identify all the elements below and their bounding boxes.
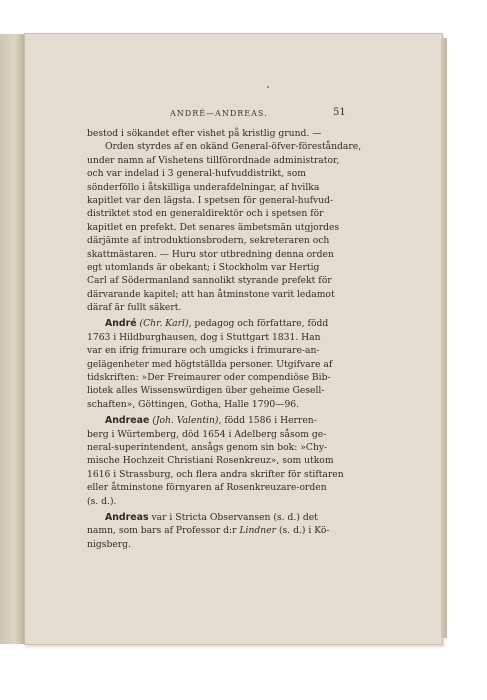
text-line: kapitlet en prefekt. Det senares ämbetsmän utgjordes bbox=[87, 221, 340, 233]
page-number: 51 bbox=[333, 107, 346, 118]
entry-first-text: född 1586 i Herren- bbox=[221, 415, 317, 427]
text-line: sönderföllo i åtskilliga underafdelningar, af hvilka bbox=[87, 181, 320, 193]
text-line: neral-superintendent, ansågs genom sin bok: »Chy- bbox=[87, 441, 328, 453]
text-line bbox=[87, 524, 347, 537]
entry-headword: Andreae bbox=[105, 415, 150, 427]
entry-first-line bbox=[87, 414, 347, 427]
text-line: 1616 i Strassburg, och flera andra skrifter för stiftaren bbox=[87, 468, 344, 480]
text-line: kapitlet var den lägsta. I spetsen för general-hufvud- bbox=[87, 194, 334, 206]
page-stack-edge bbox=[441, 38, 447, 638]
text-line: var en ifrig frimurare och umgicks i frimurare-an- bbox=[87, 345, 320, 357]
text-line: gelägenheter med högtställda personer. Utgifvare af bbox=[87, 358, 333, 370]
text-line: därjämte af introduktionsbrodern, sekreteraren och bbox=[87, 235, 330, 247]
entry-andreae bbox=[87, 414, 347, 508]
text-line: distriktet stod en generaldirektör och i spetsen för bbox=[87, 208, 324, 220]
entry-headword: André bbox=[105, 318, 137, 330]
text-line: skattmästaren. — Huru stor utbredning denna orden bbox=[87, 248, 334, 260]
running-head: ANDRÉ—ANDREAS. bbox=[170, 109, 268, 118]
text-line: däraf är fullt säkert. bbox=[87, 302, 182, 314]
text-line: egt utomlands är obekant; i Stockholm var Hertig bbox=[87, 261, 320, 273]
text-line: (s. d.). bbox=[87, 495, 117, 507]
entry-first-line bbox=[87, 511, 347, 524]
text-line: schaften», Göttingen, Gotha, Halle 1790—96. bbox=[87, 398, 300, 410]
entry-headword: Andreas bbox=[105, 511, 149, 523]
text-line: bestod i sökandet efter vishet på kristlig grund. — bbox=[87, 128, 322, 139]
text-line: under namn af Vishetens tillförordnade administrator, bbox=[87, 154, 340, 166]
previous-page-edge bbox=[0, 34, 25, 644]
text-line: 1763 i Hildburghausen, dog i Stuttgart 1831. Han bbox=[87, 331, 321, 343]
entry-first-text: var i Stricta Observansen (s. d.) det bbox=[148, 511, 318, 523]
entry-andre bbox=[87, 317, 347, 411]
entry-person-name: (Chr. Karl), bbox=[139, 318, 192, 330]
text-line: Carl af Södermanland sannolikt styrande prefekt för bbox=[87, 275, 332, 287]
continued-paragraph bbox=[87, 127, 362, 314]
text-span: namn, som bars af Professor d:r bbox=[87, 525, 240, 537]
entry-person-name: (Joh. Valentin), bbox=[152, 415, 222, 427]
ink-speck bbox=[267, 86, 269, 88]
text-line: tidskriften: »Der Freimaurer oder compendiöse Bib- bbox=[87, 372, 331, 384]
text-line: liotek alles Wissenswürdigen über geheime Gesell- bbox=[87, 385, 325, 397]
text-line: nigsberg. bbox=[87, 538, 131, 550]
entry-person-name: Lindner bbox=[239, 525, 277, 537]
text-line: och var indelad i 3 general-hufvuddistrikt, som bbox=[87, 168, 306, 180]
entry-first-line bbox=[87, 317, 347, 330]
text-span: (s. d.) i Kö- bbox=[276, 525, 330, 537]
entry-andreas bbox=[87, 511, 347, 551]
text-line: därvarande kapitel; att han åtminstone varit ledamot bbox=[87, 288, 335, 300]
entry-first-text: pedagog och författare, född bbox=[191, 318, 329, 330]
text-line: berg i Würtemberg, död 1654 i Adelberg såsom ge- bbox=[87, 428, 327, 440]
body-text bbox=[87, 127, 362, 551]
text-line: eller åtminstone förnyaren af Rosenkreuzare-orden bbox=[87, 482, 327, 494]
text-line: mische Hochzeit Christiani Rosenkreuz», som utkom bbox=[87, 455, 334, 467]
text-line: Orden styrdes af en okänd General-öfver-föreståndare, bbox=[105, 141, 362, 153]
